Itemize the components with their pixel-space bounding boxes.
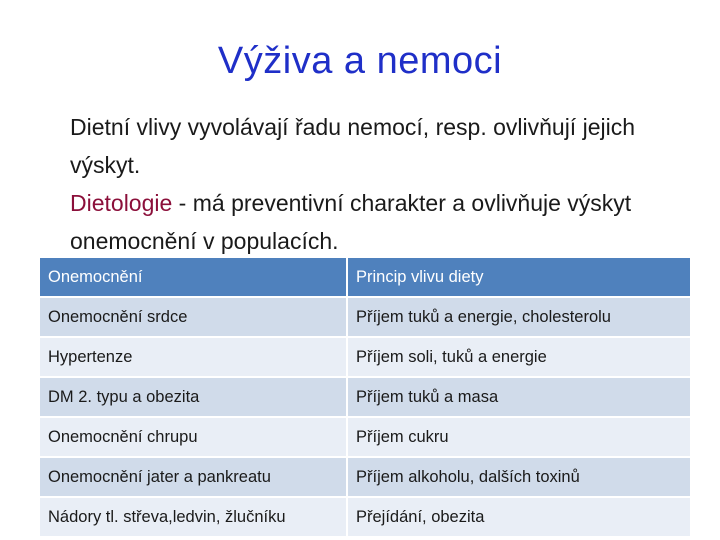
table-row bbox=[40, 498, 690, 536]
table-row bbox=[40, 298, 690, 336]
cell-diet-principle: Příjem tuků a masa bbox=[348, 378, 690, 416]
cell-disease: Nádory tl. střeva,ledvin, žlučníku bbox=[40, 498, 346, 536]
paragraph-dietology bbox=[70, 184, 680, 260]
cell-diet-principle: Příjem cukru bbox=[348, 418, 690, 456]
body-text bbox=[70, 108, 680, 260]
table-row bbox=[40, 458, 690, 496]
cell-diet-principle: Příjem tuků a energie, cholesterolu bbox=[348, 298, 690, 336]
cell-disease: Onemocnění srdce bbox=[40, 298, 346, 336]
table-row bbox=[40, 418, 690, 456]
dietology-description: - má preventivní charakter a ovlivňuje výskyt onemocnění v populacích. bbox=[70, 190, 632, 254]
cell-disease: DM 2. typu a obezita bbox=[40, 378, 346, 416]
cell-diet-principle: Přejídání, obezita bbox=[348, 498, 690, 536]
slide-title: Výživa a nemoci bbox=[217, 40, 503, 82]
header-diet-principle: Princip vlivu diety bbox=[348, 258, 690, 296]
table-header-row bbox=[40, 258, 690, 296]
dietology-term: Dietologie bbox=[70, 190, 173, 216]
table bbox=[38, 256, 692, 538]
header-disease: Onemocnění bbox=[40, 258, 346, 296]
cell-disease: Hypertenze bbox=[40, 338, 346, 376]
cell-disease: Onemocnění chrupu bbox=[40, 418, 346, 456]
paragraph-diet-influence: Dietní vlivy vyvolávají řadu nemocí, resp. ovlivňují jejich výskyt. bbox=[70, 114, 636, 178]
table-row bbox=[40, 338, 690, 376]
cell-disease: Onemocnění jater a pankreatu bbox=[40, 458, 346, 496]
disease-diet-table bbox=[38, 256, 692, 538]
table-row bbox=[40, 378, 690, 416]
cell-diet-principle: Příjem alkoholu, dalších toxinů bbox=[348, 458, 690, 496]
cell-diet-principle: Příjem soli, tuků a energie bbox=[348, 338, 690, 376]
